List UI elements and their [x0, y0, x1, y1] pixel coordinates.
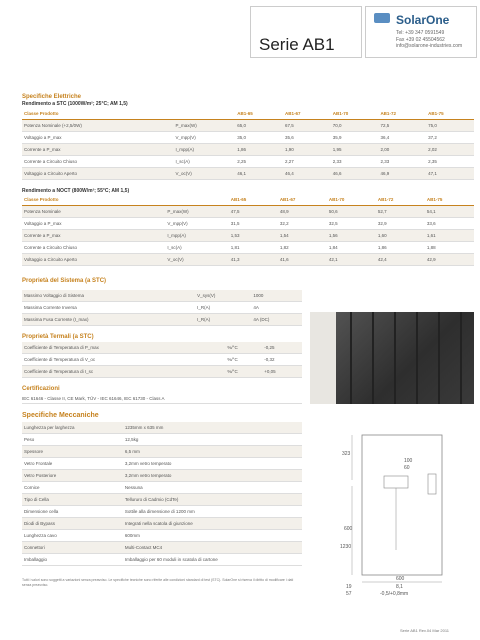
table-cell: 42,1	[327, 254, 376, 266]
table-cell: V_oc(V)	[165, 254, 228, 266]
table-cell: Corrente a Circuito Chiuso	[22, 156, 173, 168]
table-row	[22, 254, 474, 266]
table-cell: 600mm	[123, 530, 302, 542]
table-cell: %/°C	[225, 354, 262, 366]
table-cell: %/°C	[225, 366, 262, 378]
table-row	[22, 354, 302, 366]
table-cell: Spessore	[22, 446, 123, 458]
table-cell: 1000	[251, 290, 302, 302]
table-row	[22, 518, 302, 530]
table-cell: V_mpp(V)	[165, 218, 228, 230]
table-cell: Cornice	[22, 482, 123, 494]
thermal-table	[22, 342, 302, 378]
table-row	[22, 132, 474, 144]
table-cell: 67,5	[283, 120, 331, 132]
column-header: AB1-72	[376, 194, 425, 206]
table-row	[22, 506, 302, 518]
table-cell: 42,4	[376, 254, 425, 266]
table-cell: 41,6	[278, 254, 327, 266]
table-cell: 48,9	[278, 206, 327, 218]
table-cell: 3,2mm vetro temperato	[123, 470, 302, 482]
table-cell: 1,53	[229, 230, 278, 242]
certification-text: IEC 61646 - Classe II, CE Mark, TÜV - IEC 61646, IEC 61730 - Class A	[22, 396, 302, 404]
table-cell: 46,6	[331, 168, 379, 180]
panel-photo	[310, 312, 474, 404]
table-cell: Vetro Posteriore	[22, 470, 123, 482]
dim-100: 100	[404, 458, 413, 464]
table-cell: Lunghezza cavo	[22, 530, 123, 542]
table-cell: 65,0	[235, 120, 283, 132]
mechanical-section-title: Specifiche Meccaniche	[22, 412, 99, 419]
table-cell: I_mpp(A)	[173, 144, 235, 156]
column-header: Classe Prodotto	[22, 108, 173, 120]
photo-strip	[350, 312, 352, 404]
photo-strip	[416, 312, 418, 404]
table-cell: Coefficiente di Temperatura di P_max	[22, 342, 225, 354]
table-row	[22, 554, 302, 566]
dim-60: 60	[404, 465, 410, 471]
table-cell: 47,5	[229, 206, 278, 218]
table-cell: 12,5kg	[123, 434, 302, 446]
table-cell: 4A (DC)	[251, 314, 302, 326]
series-title: Serie AB1	[259, 35, 335, 54]
table-cell: 31,5	[229, 218, 278, 230]
column-header: AB1-75	[426, 108, 474, 120]
brand-logo: SolarOne	[396, 13, 450, 27]
system-table	[22, 290, 302, 326]
table-cell: V_oc(V)	[173, 168, 235, 180]
table-row	[22, 530, 302, 542]
column-header: AB1-70	[331, 108, 379, 120]
table-cell: 1,56	[327, 230, 376, 242]
table-cell: 1,82	[278, 242, 327, 254]
column-header: AB1-65	[229, 194, 278, 206]
photo-strip	[460, 312, 462, 404]
table-cell: Coefficiente di Temperatura di I_sc	[22, 366, 225, 378]
dim-top: 323	[342, 451, 351, 457]
table-cell: 37,2	[426, 132, 474, 144]
table-cell: Corrente a P_max	[22, 144, 173, 156]
table-cell: I_sc(A)	[165, 242, 228, 254]
table-cell: Massima Fusa Corrente (I_max)	[22, 314, 195, 326]
table-cell: Peso	[22, 434, 123, 446]
table-cell: 1,84	[327, 242, 376, 254]
table-cell: Lunghezza per larghezza	[22, 422, 123, 434]
table-cell: 42,9	[425, 254, 474, 266]
table-row	[22, 542, 302, 554]
table-cell: I_sc(A)	[173, 156, 235, 168]
table-row	[22, 494, 302, 506]
table-cell: 2,02	[426, 144, 474, 156]
table-row	[22, 156, 474, 168]
table-cell: 47,1	[426, 168, 474, 180]
column-header: AB1-75	[425, 194, 474, 206]
table-cell: P_max(W)	[165, 206, 228, 218]
electrical-section-title: Specifiche Elettriche	[22, 94, 82, 100]
table-cell: 35,0	[235, 132, 283, 144]
table-header-row	[22, 194, 474, 206]
table-cell: Imballaggio	[22, 554, 123, 566]
table-cell: P_max(W)	[173, 120, 235, 132]
table-cell: Sottile alla dimensione di 1200 mm	[123, 506, 302, 518]
mechanical-table	[22, 422, 302, 566]
contact-fax: Fax +39 02 45504562	[396, 36, 445, 43]
table-cell: Corrente a P_max	[22, 230, 165, 242]
table-row	[22, 314, 302, 326]
photo-strip	[394, 312, 396, 404]
dimension-drawing	[340, 430, 470, 600]
table-row	[22, 342, 302, 354]
table-header-row	[22, 108, 474, 120]
table-cell: I_mpp(A)	[165, 230, 228, 242]
table-row	[22, 482, 302, 494]
contact-email: info@solarone-industries.com	[396, 43, 463, 49]
series-title-box	[250, 6, 362, 58]
table-cell: 41,3	[229, 254, 278, 266]
table-cell: 2,33	[378, 156, 426, 168]
table-row	[22, 218, 474, 230]
table-cell: Voltaggio a P_max	[22, 132, 173, 144]
table-cell: 32,5	[327, 218, 376, 230]
table-row	[22, 168, 474, 180]
table-cell: 1,61	[425, 230, 474, 242]
table-cell: 2,00	[378, 144, 426, 156]
dim-81: 8,1	[396, 584, 403, 590]
table-cell: I_R(A)	[195, 314, 251, 326]
table-cell: 50,6	[327, 206, 376, 218]
table-cell: Coefficiente di Temperatura di V_oc	[22, 354, 225, 366]
table-cell: Tellururo di Cadmio (CdTe)	[123, 494, 302, 506]
side-profile	[428, 474, 436, 494]
dim-1230: 1230	[340, 544, 352, 550]
table-row	[22, 206, 474, 218]
table-cell: 1,95	[331, 144, 379, 156]
table-cell: 1,86	[376, 242, 425, 254]
footer-code: Serie AB1 Rev.04 Mar 2011	[400, 628, 449, 633]
contact-phone: Tel: +39 347 0591549	[396, 30, 445, 36]
dim-width: 600	[396, 576, 405, 582]
table-cell: 1,60	[376, 230, 425, 242]
noct-subtitle: Rendimento a NOCT (800W/m²; 55°C; AM 1,5)	[22, 188, 130, 194]
table-cell: Multi-Contact MC4	[123, 542, 302, 554]
table-row	[22, 242, 474, 254]
table-row	[22, 290, 302, 302]
table-cell: 1,54	[278, 230, 327, 242]
panel-outline	[362, 435, 442, 575]
table-cell: 54,1	[425, 206, 474, 218]
table-cell: 46,4	[283, 168, 331, 180]
table-cell: 33,6	[425, 218, 474, 230]
table-cell: 1,88	[425, 242, 474, 254]
system-section-title: Proprietà del Sistema (a STC)	[22, 278, 107, 284]
table-cell: -0,25	[262, 342, 302, 354]
table-cell: Connettori	[22, 542, 123, 554]
table-cell: 46,1	[235, 168, 283, 180]
photo-wall	[310, 312, 336, 404]
column-header: AB1-67	[283, 108, 331, 120]
table-cell: Voltaggio a P_max	[22, 218, 165, 230]
table-cell: 35,9	[331, 132, 379, 144]
dim-19: 19	[346, 584, 352, 590]
column-header: AB1-70	[327, 194, 376, 206]
table-row	[22, 302, 302, 314]
column-header: AB1-67	[278, 194, 327, 206]
table-cell: 2,33	[331, 156, 379, 168]
table-cell: 32,9	[376, 218, 425, 230]
table-cell: Nessuna	[123, 482, 302, 494]
table-row	[22, 422, 302, 434]
table-cell: Voltaggio a Circuito Aperto	[22, 254, 165, 266]
footer-note: Tutti i valori sono soggetti a variazioni senza preavviso. Le specifiche tecniche sono riferite alle condizioni standard di test (STC). SolarOne si riserva il diritto di modificare i dati senza preavviso.	[22, 578, 294, 587]
table-cell: 36,4	[378, 132, 426, 144]
column-header	[173, 108, 235, 120]
table-cell: 75,0	[426, 120, 474, 132]
thermal-section-title: Proprietà Termali (a STC)	[22, 334, 94, 340]
table-cell: V_sys(V)	[195, 290, 251, 302]
dim-600: 600	[344, 526, 353, 532]
brand-box	[365, 6, 477, 58]
table-cell: 6,5 mm	[123, 446, 302, 458]
table-cell: 2,35	[426, 156, 474, 168]
junction-box	[384, 476, 408, 488]
column-header	[165, 194, 228, 206]
certification-section-title: Certificazioni	[22, 386, 60, 392]
table-cell: Dimensione cella	[22, 506, 123, 518]
table-cell: Vetro Frontale	[22, 458, 123, 470]
column-header: Classe Prodotto	[22, 194, 165, 206]
solarone-logo-icon	[374, 13, 390, 23]
table-cell: 1,81	[229, 242, 278, 254]
table-cell: 32,2	[278, 218, 327, 230]
table-cell: +0,05	[262, 366, 302, 378]
table-row	[22, 230, 474, 242]
table-cell: Integrati nella scatola di giunzione	[123, 518, 302, 530]
table-cell: 1,90	[283, 144, 331, 156]
table-cell: 35,6	[283, 132, 331, 144]
table-cell: 1,86	[235, 144, 283, 156]
table-cell: 72,5	[378, 120, 426, 132]
table-cell: Voltaggio a Circuito Aperto	[22, 168, 173, 180]
column-header: AB1-72	[378, 108, 426, 120]
table-row	[22, 434, 302, 446]
table-cell: -0,32	[262, 354, 302, 366]
table-cell: Diodi di Bypass	[22, 518, 123, 530]
table-row	[22, 458, 302, 470]
table-cell: 4A	[251, 302, 302, 314]
table-cell: Massima Corrente Inversa	[22, 302, 195, 314]
stc-subtitle: Rendimento a STC (1000W/m²; 25°C; AM 1,5)	[22, 101, 128, 107]
table-cell: 46,9	[378, 168, 426, 180]
table-row	[22, 120, 474, 132]
table-cell: 2,25	[235, 156, 283, 168]
table-cell: V_mpp(V)	[173, 132, 235, 144]
table-cell: 2,27	[283, 156, 331, 168]
table-row	[22, 144, 474, 156]
table-cell: 52,7	[376, 206, 425, 218]
table-cell: Potenza Nominale (+2,5/0W)	[22, 120, 173, 132]
table-row	[22, 470, 302, 482]
table-cell: Massimo Voltaggio di Sistema	[22, 290, 195, 302]
photo-strip	[438, 312, 440, 404]
table-cell: Tipo di Cella	[22, 494, 123, 506]
photo-strip	[372, 312, 374, 404]
stc-table	[22, 108, 474, 180]
table-row	[22, 446, 302, 458]
table-row	[22, 366, 302, 378]
table-cell: 1235mm x 635 mm	[123, 422, 302, 434]
column-header: AB1-65	[235, 108, 283, 120]
table-cell: %/°C	[225, 342, 262, 354]
dim-57: 57	[346, 591, 352, 597]
table-cell: Corrente a Circuito Chiuso	[22, 242, 165, 254]
dim-tolerance: -0,5/+0,8mm	[380, 591, 409, 597]
noct-table	[22, 194, 474, 266]
table-cell: 70,0	[331, 120, 379, 132]
table-cell: Imballaggio per 60 moduli in scatola di cartone	[123, 554, 302, 566]
table-cell: I_R(A)	[195, 302, 251, 314]
table-cell: Potenza Nominale	[22, 206, 165, 218]
table-cell: 3,2mm vetro temperato	[123, 458, 302, 470]
